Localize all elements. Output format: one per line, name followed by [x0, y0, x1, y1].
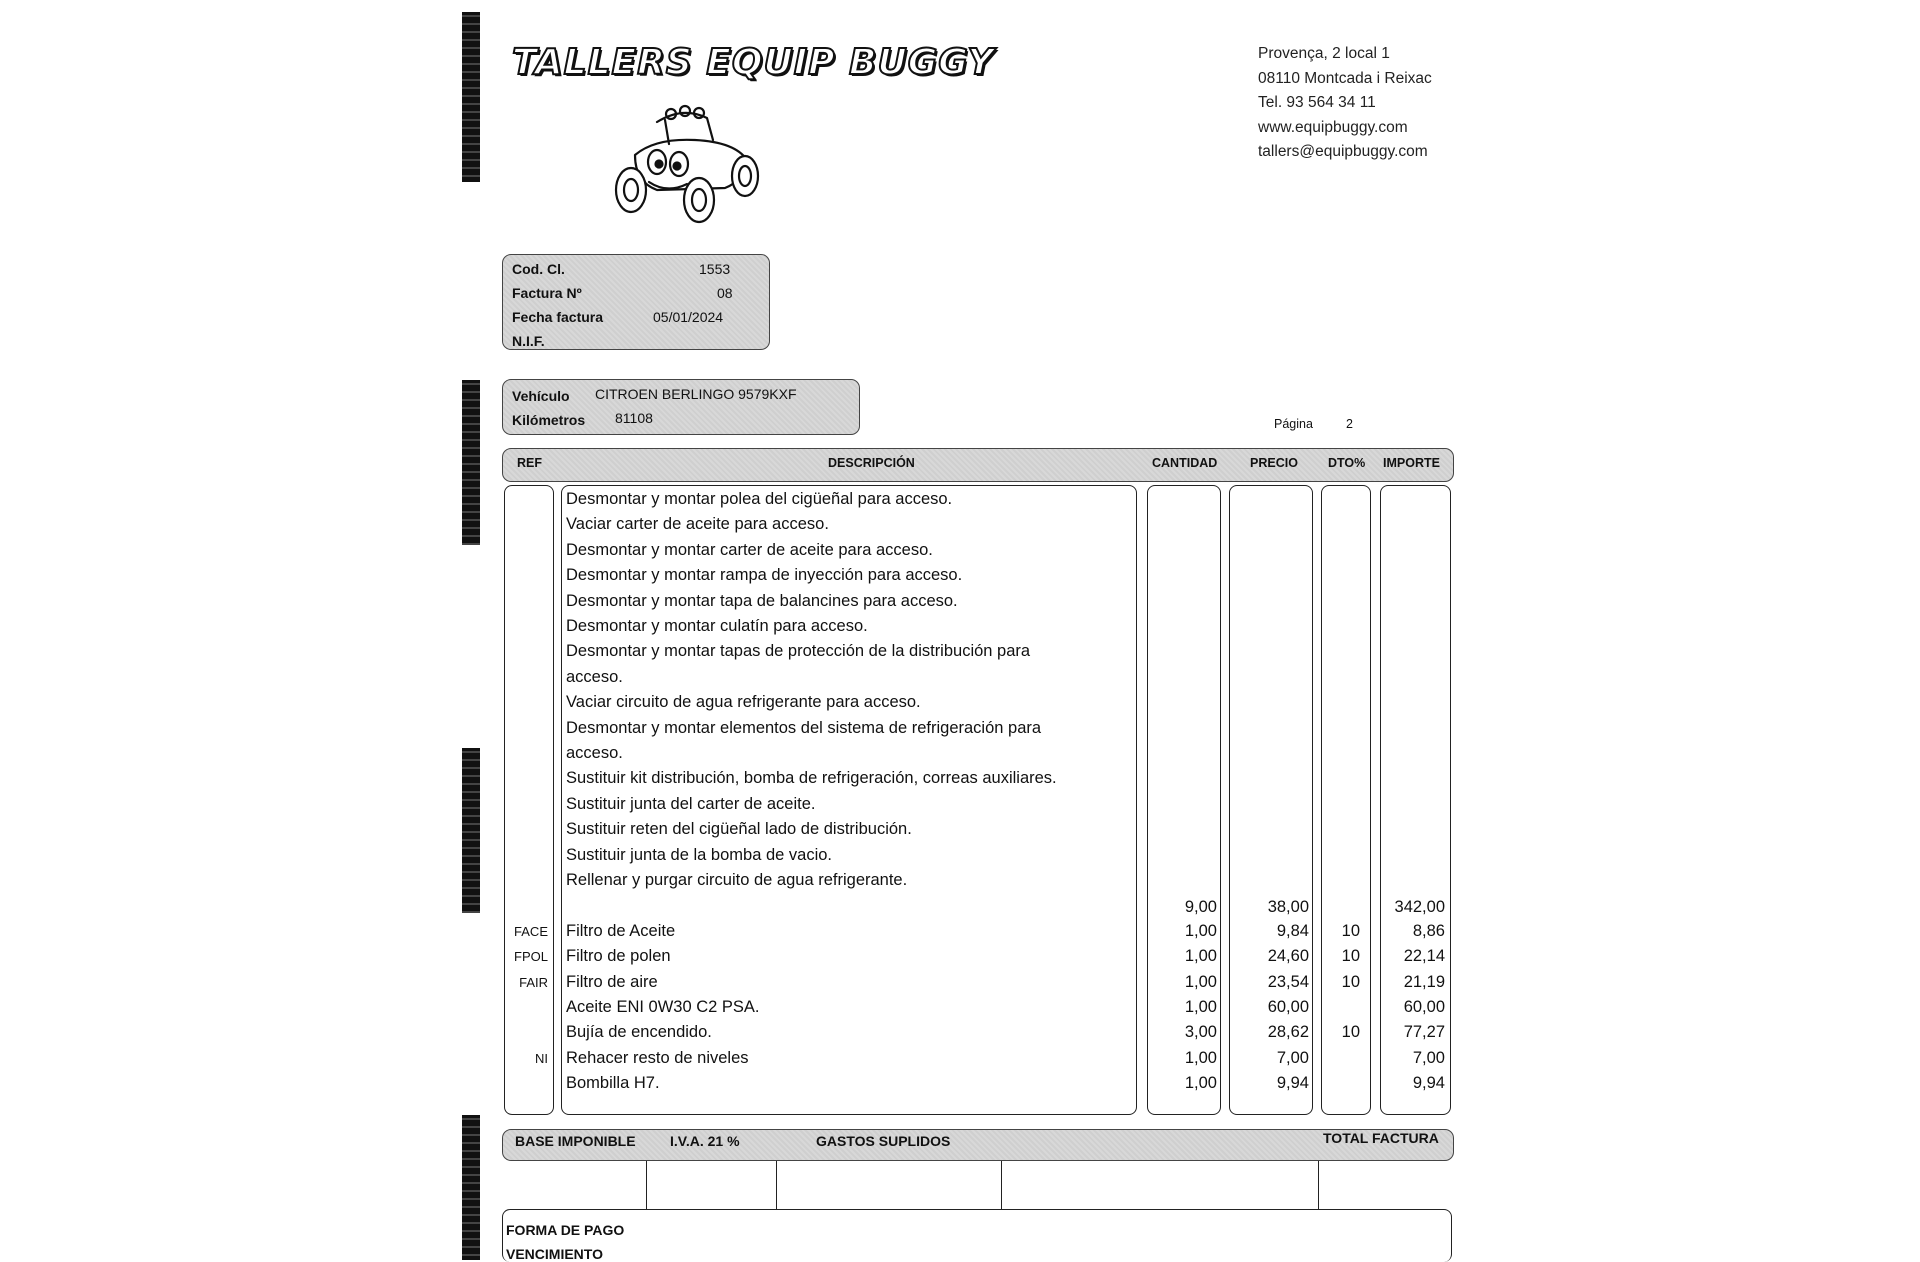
description-line: acceso.	[566, 744, 623, 762]
item-importe: 8,86	[1412, 922, 1445, 940]
item-description: Filtro de aire	[566, 972, 658, 991]
item-precio: 9,84	[1276, 922, 1309, 940]
labor-precio: 38,00	[1267, 898, 1309, 916]
item-description: Bombilla H7.	[566, 1073, 660, 1092]
address-line: Provença, 2 local 1	[1258, 45, 1390, 62]
description-line: Desmontar y montar rampa de inyección para acceso.	[566, 566, 963, 585]
item-ref: FACE	[514, 924, 548, 939]
description-line: Vaciar circuito de agua refrigerante para acceso.	[566, 693, 921, 712]
description-line: Vaciar carter de aceite para acceso.	[566, 515, 829, 534]
vehicle-box	[502, 379, 860, 435]
item-importe: 21,19	[1403, 972, 1445, 991]
cantidad-column	[1147, 485, 1221, 1115]
payment-box	[502, 1209, 1452, 1262]
header-ref: REF	[517, 456, 542, 470]
email-line: tallers@equipbuggy.com	[1258, 143, 1428, 160]
item-cantidad: 1,00	[1184, 997, 1217, 1016]
item-importe: 77,27	[1403, 1023, 1445, 1042]
total-factura-label: TOTAL FACTURA	[1323, 1130, 1439, 1146]
header-precio: PRECIO	[1250, 456, 1298, 470]
item-ref: FPOL	[514, 949, 548, 965]
item-cantidad: 1,00	[1184, 947, 1217, 966]
dto-column	[1321, 485, 1371, 1115]
header-cantidad: CANTIDAD	[1152, 456, 1218, 470]
precio-column	[1229, 485, 1313, 1115]
header-importe: IMPORTE	[1383, 456, 1440, 470]
item-cantidad: 1,00	[1184, 1073, 1217, 1092]
km-value: 81108	[615, 410, 653, 426]
item-precio: 23,54	[1267, 972, 1309, 991]
ref-column	[504, 485, 554, 1115]
item-importe: 22,14	[1403, 947, 1445, 966]
base-imponible-cell	[502, 1161, 647, 1209]
vehiculo-label: Vehículo	[512, 388, 570, 404]
vehiculo-value: CITROEN BERLINGO 9579KXF	[595, 386, 797, 402]
labor-cantidad: 9,00	[1184, 898, 1217, 916]
totals-header-bar	[502, 1129, 1454, 1161]
address-line: 08110 Montcada i Reixac	[1258, 69, 1432, 87]
description-line: Sustituir reten del cigüeñal lado de distribución.	[566, 820, 912, 839]
cod-cl-value: 1553	[699, 261, 731, 277]
description-line: Rellenar y purgar circuito de agua refrigerante.	[566, 871, 908, 889]
item-importe: 7,00	[1412, 1048, 1445, 1067]
item-ref: FAIR	[519, 974, 548, 990]
nif-label: N.I.F.	[512, 333, 545, 349]
item-cantidad: 3,00	[1184, 1023, 1217, 1042]
company-address	[1258, 42, 1432, 165]
company-name: TALLERS EQUIP BUGGY	[512, 42, 995, 83]
item-precio: 24,60	[1267, 947, 1309, 966]
gastos-suplidos-cell	[776, 1161, 1002, 1209]
description-line: Sustituir junta del carter de aceite.	[566, 794, 816, 813]
header-dto: DTO%	[1328, 456, 1366, 470]
scan-edge-artifact	[462, 380, 480, 545]
description-line: acceso.	[566, 667, 623, 686]
buggy-logo	[595, 100, 770, 225]
item-precio: 7,00	[1276, 1048, 1309, 1067]
item-precio: 60,00	[1267, 997, 1309, 1016]
item-dto: 10	[1341, 972, 1360, 991]
item-description: Filtro de polen	[566, 947, 671, 966]
item-cantidad: 1,00	[1184, 1048, 1217, 1067]
fecha-label: Fecha factura	[512, 309, 604, 325]
subtotal-cell	[1001, 1161, 1319, 1209]
importe-column	[1380, 485, 1451, 1115]
iva-label: I.V.A. 21 %	[670, 1133, 740, 1149]
factura-value: 08	[717, 285, 733, 301]
header-descripcion: DESCRIPCIÓN	[828, 456, 915, 470]
factura-label: Factura Nº	[512, 285, 582, 301]
item-description: Bujía de encendido.	[566, 1023, 712, 1042]
fecha-value: 05/01/2024	[653, 309, 724, 325]
item-cantidad: 1,00	[1184, 972, 1217, 991]
forma-pago-label: FORMA DE PAGO	[506, 1222, 625, 1238]
table-header-bar	[502, 448, 1454, 482]
item-importe: 9,94	[1412, 1073, 1445, 1092]
scan-edge-artifact	[462, 12, 480, 182]
item-dto: 10	[1341, 922, 1360, 940]
item-description: Aceite ENI 0W30 C2 PSA.	[566, 997, 760, 1016]
item-dto: 10	[1341, 1023, 1360, 1042]
scan-edge-artifact	[462, 748, 480, 913]
description-line: Desmontar y montar tapa de balancines para acceso.	[566, 591, 958, 610]
item-description: Filtro de Aceite	[566, 922, 676, 940]
gastos-suplidos-label: GASTOS SUPLIDOS	[816, 1133, 951, 1149]
page-label: Página	[1274, 417, 1313, 431]
labor-importe: 342,00	[1394, 898, 1445, 916]
item-description: Rehacer resto de niveles	[566, 1048, 749, 1067]
description-line: Desmontar y montar polea del cigüeñal para acceso.	[566, 490, 953, 508]
item-ref: NI	[535, 1050, 548, 1066]
cod-cl-label: Cod. Cl.	[512, 261, 565, 277]
website-line: www.equipbuggy.com	[1258, 118, 1408, 136]
base-imponible-label: BASE IMPONIBLE	[515, 1133, 636, 1149]
vencimiento-label: VENCIMIENTO	[506, 1246, 603, 1262]
item-precio: 9,94	[1276, 1073, 1309, 1092]
description-line: Desmontar y montar culatín para acceso.	[566, 617, 868, 635]
km-label: Kilómetros	[512, 412, 586, 428]
description-line: Desmontar y montar elementos del sistema de refrigeración para	[566, 718, 1042, 737]
item-dto: 10	[1341, 947, 1360, 966]
scan-edge-artifact	[462, 1115, 480, 1260]
page-number: 2	[1346, 417, 1353, 431]
description-line: Desmontar y montar tapas de protección de la distribución para	[566, 642, 1031, 661]
description-line: Sustituir junta de la bomba de vacio.	[566, 845, 832, 864]
phone-line: Tel. 93 564 34 11	[1258, 94, 1376, 111]
invoice-info-box	[502, 254, 770, 350]
description-line: Desmontar y montar carter de aceite para acceso.	[566, 540, 933, 559]
description-line: Sustituir kit distribución, bomba de refrigeración, correas auxiliares.	[566, 769, 1057, 788]
item-importe: 60,00	[1403, 997, 1445, 1016]
item-precio: 28,62	[1267, 1023, 1309, 1042]
item-cantidad: 1,00	[1184, 922, 1217, 940]
iva-cell	[646, 1161, 777, 1209]
